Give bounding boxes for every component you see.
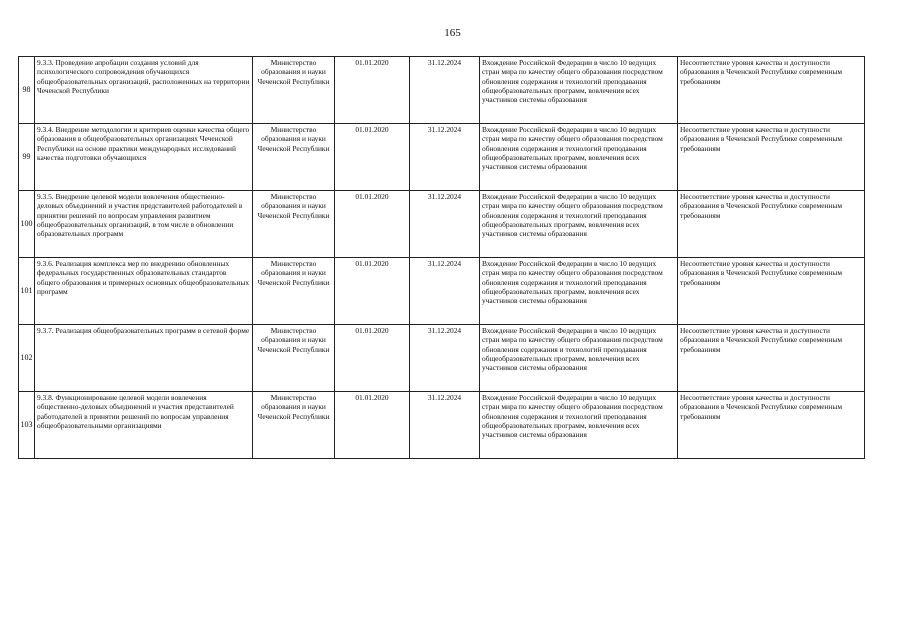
table-row xyxy=(19,124,865,191)
start-date-cell: 01.01.2020 xyxy=(335,124,410,191)
end-date-cell: 31.12.2024 xyxy=(410,124,480,191)
result-cell: Вхождение Российской Федерации в число 10 ведущих стран мира по качеству общего образования посредством обновления содержания и технологий преподавания общеобразовательных программ, вовлечения всех участников системы образования xyxy=(480,325,678,392)
start-date-cell: 01.01.2020 xyxy=(335,191,410,258)
table-row xyxy=(19,57,865,124)
table-row xyxy=(19,392,865,459)
executor-cell: Министерство образования и науки Чеченской Республики xyxy=(253,57,335,124)
executor-cell: Министерство образования и науки Чеченской Республики xyxy=(253,124,335,191)
activity-cell: 9.3.4. Внедрение методологии и критериев оценки качества общего образования в общеобразовательных организациях Чеченской Республики на основе практики международных исследований качества подготовки обучающихся xyxy=(35,124,253,191)
executor-cell: Министерство образования и науки Чеченской Республики xyxy=(253,325,335,392)
end-date-cell: 31.12.2024 xyxy=(410,258,480,325)
executor-cell: Министерство образования и науки Чеченской Республики xyxy=(253,258,335,325)
end-date-cell: 31.12.2024 xyxy=(410,392,480,459)
page-number: 165 xyxy=(444,27,461,39)
end-date-cell: 31.12.2024 xyxy=(410,57,480,124)
result-cell: Вхождение Российской Федерации в число 10 ведущих стран мира по качеству общего образования посредством обновления содержания и технологий преподавания общеобразовательных программ, вовлечения всех участников системы образования xyxy=(480,191,678,258)
result-cell: Вхождение Российской Федерации в число 10 ведущих стран мира по качеству общего образования посредством обновления содержания и технологий преподавания общеобразовательных программ, вовлечения всех участников системы образования xyxy=(480,124,678,191)
activities-table xyxy=(18,56,865,459)
result-cell: Вхождение Российской Федерации в число 10 ведущих стран мира по качеству общего образования посредством обновления содержания и технологий преподавания общеобразовательных программ, вовлечения всех участников системы образования xyxy=(480,258,678,325)
activity-cell: 9.3.7. Реализация общеобразовательных программ в сетевой форме xyxy=(35,325,253,392)
start-date-cell: 01.01.2020 xyxy=(335,325,410,392)
risk-cell: Несоответствие уровня качества и доступности образования в Чеченской Республике современным требованиям xyxy=(678,325,865,392)
row-number: 100 xyxy=(19,191,35,258)
row-number: 103 xyxy=(19,392,35,459)
executor-cell: Министерство образования и науки Чеченской Республики xyxy=(253,392,335,459)
activity-cell: 9.3.6. Реализация комплекса мер по внедрению обновленных федеральных государственных образовательных стандартов общего образования и примерных основных общеобразовательных программ xyxy=(35,258,253,325)
start-date-cell: 01.01.2020 xyxy=(335,392,410,459)
row-number: 101 xyxy=(19,258,35,325)
table-row xyxy=(19,258,865,325)
table-body xyxy=(19,57,865,459)
risk-cell: Несоответствие уровня качества и доступности образования в Чеченской Республике современным требованиям xyxy=(678,392,865,459)
executor-cell: Министерство образования и науки Чеченской Республики xyxy=(253,191,335,258)
row-number: 98 xyxy=(19,57,35,124)
result-cell: Вхождение Российской Федерации в число 10 ведущих стран мира по качеству общего образования посредством обновления содержания и технологий преподавания общеобразовательных программ, вовлечения всех участников системы образования xyxy=(480,392,678,459)
row-number: 99 xyxy=(19,124,35,191)
risk-cell: Несоответствие уровня качества и доступности образования в Чеченской Республике современным требованиям xyxy=(678,191,865,258)
risk-cell: Несоответствие уровня качества и доступности образования в Чеченской Республике современным требованиям xyxy=(678,57,865,124)
activity-cell: 9.3.5. Внедрение целевой модели вовлечения общественно-деловых объединений и участия представителей работодателей в принятии решений по вопросам управления развитием общеобразовательных организаций, в том числе в обновлении образовательных программ xyxy=(35,191,253,258)
risk-cell: Несоответствие уровня качества и доступности образования в Чеченской Республике современным требованиям xyxy=(678,124,865,191)
risk-cell: Несоответствие уровня качества и доступности образования в Чеченской Республике современным требованиям xyxy=(678,258,865,325)
end-date-cell: 31.12.2024 xyxy=(410,325,480,392)
start-date-cell: 01.01.2020 xyxy=(335,57,410,124)
table-row xyxy=(19,191,865,258)
activity-cell: 9.3.3. Проведение апробации создания условий для психологического сопровождения обучающихся общеобразовательных организаций, расположенных на территории Чеченской Республики xyxy=(35,57,253,124)
row-number: 102 xyxy=(19,325,35,392)
start-date-cell: 01.01.2020 xyxy=(335,258,410,325)
activity-cell: 9.3.8. Функционирование целевой модели вовлечения общественно-деловых объединений и участия представителей работодателей в принятии решений по вопросам управления общеобразовательными организациями xyxy=(35,392,253,459)
table-row xyxy=(19,325,865,392)
end-date-cell: 31.12.2024 xyxy=(410,191,480,258)
result-cell: Вхождение Российской Федерации в число 10 ведущих стран мира по качеству общего образования посредством обновления содержания и технологий преподавания общеобразовательных программ, вовлечения всех участников системы образования xyxy=(480,57,678,124)
